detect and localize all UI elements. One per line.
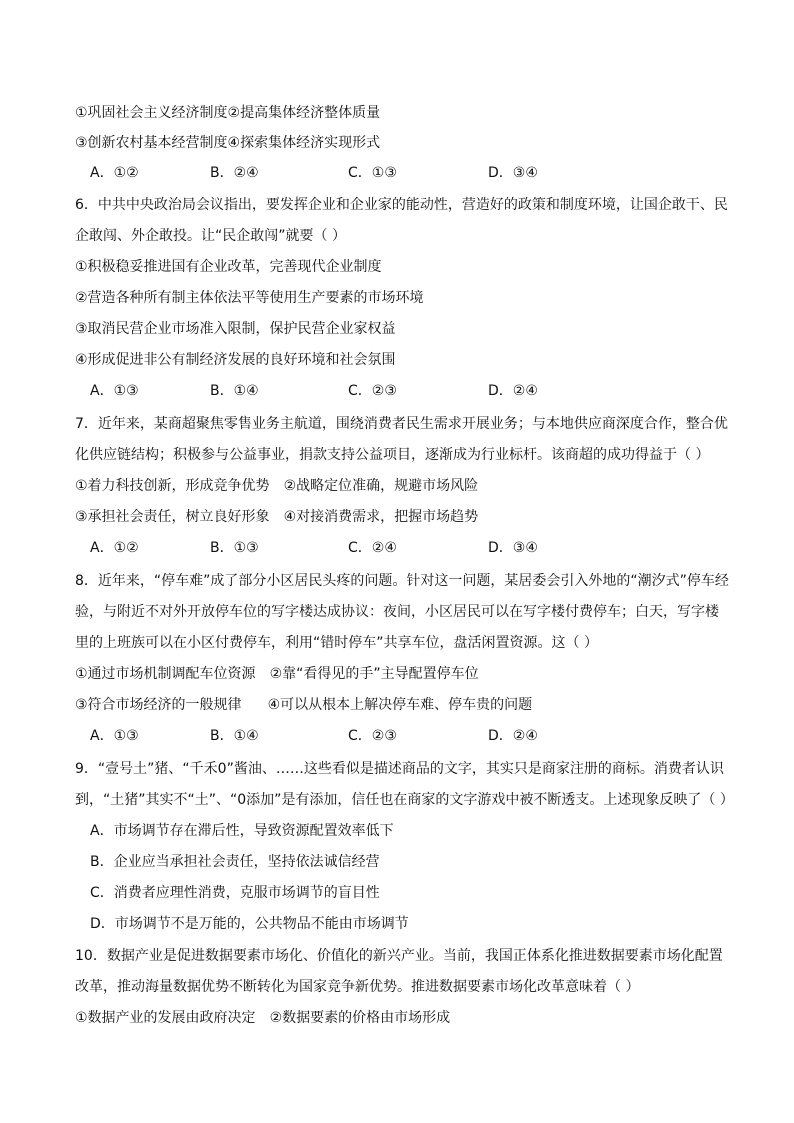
option-d: D．③④ bbox=[488, 540, 538, 556]
choice-2: ②战略定位准确，规避市场风险 bbox=[283, 478, 479, 494]
option-b: B．①④ bbox=[210, 383, 259, 399]
choice-3: ③符合市场经济的一般规律 bbox=[75, 697, 242, 713]
choice-line: ①巩固社会主义经济制度②提高集体经济整体质量 bbox=[75, 105, 381, 121]
question-9-stem: 到，“土猪”其实不“土”、“0添加”是有添加，信任也在商家的文字游戏中被不断透支。上述现象反映了（ ） bbox=[75, 792, 734, 808]
option-c: C．②④ bbox=[348, 540, 397, 556]
option-c: C．②③ bbox=[348, 383, 397, 399]
option-d: D．②④ bbox=[488, 383, 538, 399]
choice-line: ③取消民营企业市场准入限制，保护民营企业家权益 bbox=[75, 321, 396, 337]
choice-pair bbox=[75, 695, 735, 715]
question-8-stem: 8．近年来，“停车难”成了部分小区居民头疼的问题。针对这一问题，某居委会引入外地的“潮汐式”停车经 bbox=[75, 573, 729, 589]
option-c: C．②③ bbox=[348, 728, 397, 744]
option-b: B．②④ bbox=[210, 165, 259, 181]
answer-options-q8 bbox=[90, 726, 650, 746]
question-10-stem: 改革，推动海量数据优势不断转化为国家竞争新优势。推进数据要素市场化改革意味着（ ） bbox=[75, 979, 640, 995]
choice-1: ①通过市场机制调配车位资源 bbox=[75, 666, 256, 682]
answer-options-q5 bbox=[90, 163, 650, 183]
question-7-stem: 化供应链结构；积极参与公益事业，捐款支持公益项目，逐渐成为行业标杆。该商超的成功得益于（ ） bbox=[75, 447, 710, 463]
choice-line: ②营造各种所有制主体依法平等使用生产要素的市场环境 bbox=[75, 290, 424, 306]
option-a: A．市场调节存在滞后性，导致资源配置效率低下 bbox=[90, 823, 394, 839]
answer-options-q7 bbox=[90, 538, 650, 558]
option-b: B．①③ bbox=[210, 540, 259, 556]
option-d: D．③④ bbox=[488, 165, 538, 181]
choice-1: ①着力科技创新，形成竞争优势 bbox=[75, 478, 270, 494]
question-9-stem: 9．“壹号土”猪、“千禾0”酱油、……这些看似是描述商品的文字，其实只是商家注册的商标。消费者认识 bbox=[75, 761, 724, 777]
choice-2: ②数据要素的价格由市场形成 bbox=[269, 1010, 451, 1026]
option-a: A．①② bbox=[90, 540, 139, 556]
choice-4: ④对接消费需求，把握市场趋势 bbox=[283, 509, 479, 525]
choice-pair bbox=[75, 476, 735, 496]
option-a: A．①③ bbox=[90, 383, 139, 399]
choice-1: ①数据产业的发展由政府决定 bbox=[75, 1010, 256, 1026]
option-c: C．消费者应理性消费，克服市场调节的盲目性 bbox=[90, 885, 380, 901]
option-a: A．①② bbox=[90, 165, 139, 181]
question-6-stem: 企敢闯、外企敢投。让“民企敢闯”就要（ ） bbox=[75, 228, 346, 244]
option-b: B．企业应当承担社会责任，坚持依法诚信经营 bbox=[90, 854, 380, 870]
option-d: D．②④ bbox=[488, 728, 538, 744]
choice-4: ④可以从根本上解决停车难、停车贵的问题 bbox=[267, 697, 533, 713]
choice-line: ④形成促进非公有制经济发展的良好环境和社会氛围 bbox=[75, 352, 396, 368]
question-8-stem: 里的上班族可以在小区付费停车，利用“错时停车”共享车位，盘活闲置资源。这（ ） bbox=[75, 635, 598, 651]
choice-2: ②靠“看得见的手”主导配置停车位 bbox=[269, 666, 479, 682]
choice-3: ③承担社会责任，树立良好形象 bbox=[75, 509, 270, 525]
choice-pair bbox=[75, 507, 735, 527]
question-8-stem: 验，与附近不对外开放停车位的写字楼达成协议：夜间，小区居民可以在写字楼付费停车；白天，写字楼 bbox=[75, 604, 719, 620]
choice-line: ③创新农村基本经营制度④探索集体经济实现形式 bbox=[75, 135, 381, 151]
option-c: C．①③ bbox=[348, 165, 397, 181]
answer-options-q6 bbox=[90, 381, 650, 401]
question-10-stem: 10．数据产业是促进数据要素市场化、价值化的新兴产业。当前，我国正体系化推进数据要素市场化配置 bbox=[75, 948, 723, 964]
option-b: B．①④ bbox=[210, 728, 259, 744]
choice-pair bbox=[75, 664, 735, 684]
question-7-stem: 7．近年来，某商超聚焦零售业务主航道，围绕消费者民生需求开展业务；与本地供应商深度合作，整合优 bbox=[75, 416, 728, 432]
option-a: A．①③ bbox=[90, 728, 139, 744]
question-6-stem: 6．中共中央政治局会议指出，要发挥企业和企业家的能动性，营造好的政策和制度环境，让国企敢干、民 bbox=[75, 197, 728, 213]
choice-pair bbox=[75, 1008, 735, 1028]
choice-line: ①积极稳妥推进国有企业改革，完善现代企业制度 bbox=[75, 259, 382, 275]
option-d: D．市场调节不是万能的，公共物品不能由市场调节 bbox=[90, 916, 409, 932]
